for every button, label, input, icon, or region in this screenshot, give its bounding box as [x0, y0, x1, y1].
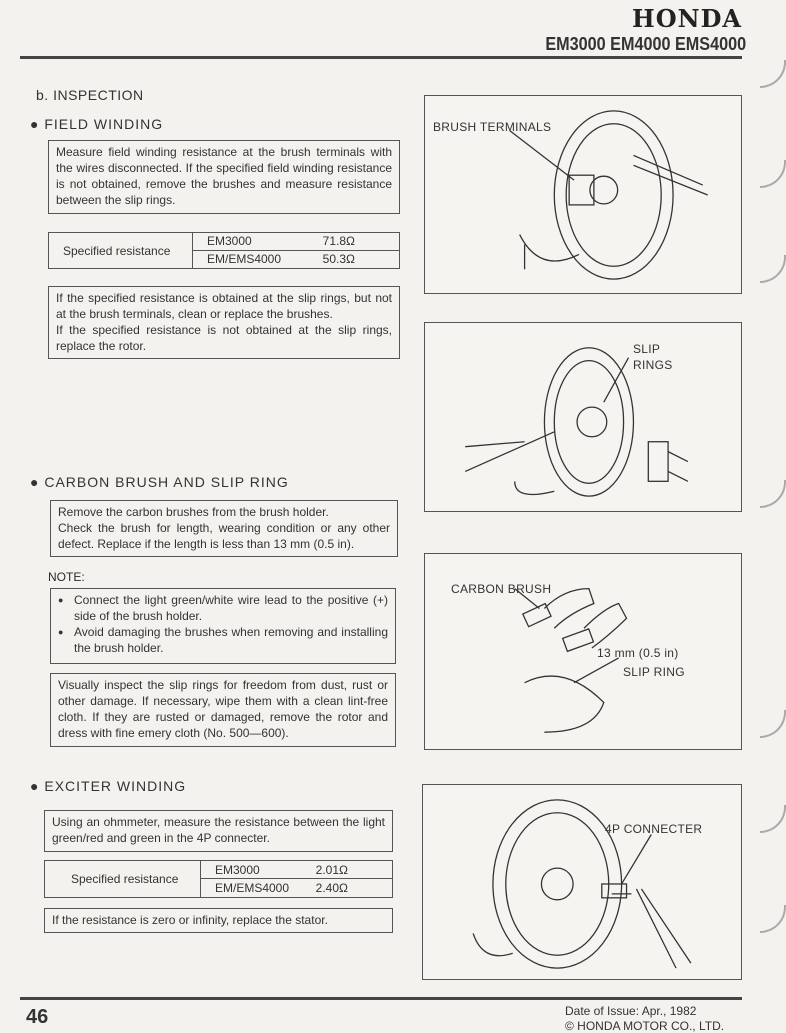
note-item: ● Connect the light green/white wire lead to the positive (+) side of the brush holder. — [58, 592, 388, 624]
figure-label: 13 mm (0.5 in) — [597, 646, 679, 660]
figure-slip-rings — [424, 322, 742, 512]
field-winding-note: If the specified resistance is obtained at the slip rings, but not at the brush terminals, clean or replace the brushes. If the specified resistance is not obtained at the slip rings, replace the rotor. — [48, 286, 400, 359]
note-item: ● Avoid damaging the brushes when removing and installing the brush holder. — [58, 624, 388, 656]
field-winding-text: Measure field winding resistance at the brush terminals with the wires disconnected. If the specified field winding resistance is not obtained, remove the brushes and measure resistance between the slip rings. — [48, 140, 400, 214]
issue-date: Date of Issue: Apr., 1982 — [565, 1004, 697, 1018]
page-tab-mark — [760, 480, 786, 508]
page-tab-mark — [760, 710, 786, 738]
model-title: EM3000 EM4000 EMS4000 — [545, 34, 746, 54]
generator-illustration — [425, 323, 741, 511]
page-tab-mark — [760, 905, 786, 933]
spec-row: EM3000 71.8Ω — [193, 233, 399, 251]
heading-text: EXCITER WINDING — [44, 778, 187, 794]
exciter-heading: ● EXCITER WINDING — [30, 778, 187, 794]
carbon-brush-heading: ● CARBON BRUSH AND SLIP RING — [30, 474, 289, 490]
exciter-text: Using an ohmmeter, measure the resistance between the light green/red and green in the 4P connecter. — [44, 810, 393, 852]
generator-illustration — [423, 785, 741, 979]
carbon-brush-text: Remove the carbon brushes from the brush holder. Check the brush for length, wearing condition or any other defect. Replace if the length is less than 13 mm (0.5 in). — [50, 500, 398, 557]
spec-label: Specified resistance — [49, 233, 193, 268]
figure-label: SLIP RING — [623, 665, 685, 679]
figure-label: CARBON BRUSH — [451, 582, 552, 596]
note-label: NOTE: — [48, 570, 85, 584]
brand-logo: HONDA — [632, 4, 742, 33]
figure-carbon-brush — [424, 553, 742, 750]
page-tab-mark — [760, 805, 786, 833]
header-rule — [20, 56, 742, 59]
page-number: 46 — [26, 1006, 49, 1028]
figure-brush-terminals — [424, 95, 742, 294]
figure-4p-connecter — [422, 784, 742, 980]
page-tab-mark — [760, 160, 786, 188]
spec-label: Specified resistance — [45, 861, 201, 897]
exciter-note: If the resistance is zero or infinity, replace the stator. — [44, 908, 393, 933]
page-tab-mark — [760, 255, 786, 283]
field-winding-heading: ● FIELD WINDING — [30, 116, 164, 132]
figure-label: SLIP RINGS — [633, 342, 673, 372]
copyright: © HONDA MOTOR CO., LTD. — [565, 1019, 725, 1033]
spec-row: EM3000 2.01Ω — [201, 861, 392, 879]
field-winding-spec-table — [48, 232, 400, 269]
section-heading: b. INSPECTION — [36, 87, 144, 103]
heading-text: CARBON BRUSH AND SLIP RING — [44, 474, 289, 490]
page-tab-mark — [760, 60, 786, 88]
heading-text: FIELD WINDING — [44, 116, 164, 132]
spec-row: EM/EMS4000 2.40Ω — [215, 881, 348, 895]
exciter-spec-table — [44, 860, 393, 898]
note-box — [50, 588, 396, 664]
slip-ring-text: Visually inspect the slip rings for freedom from dust, rust or other damage. If necessary, wipe them with a clean lint-free cloth. If they are rusted or damaged, remove the rotor and dress with fine emery cloth (No. 500—600). — [50, 673, 396, 747]
figure-label: 4P CONNECTER — [605, 822, 703, 836]
footer-rule — [20, 997, 742, 1000]
figure-label: BRUSH TERMINALS — [433, 120, 552, 134]
spec-row: EM/EMS4000 50.3Ω — [207, 252, 355, 267]
